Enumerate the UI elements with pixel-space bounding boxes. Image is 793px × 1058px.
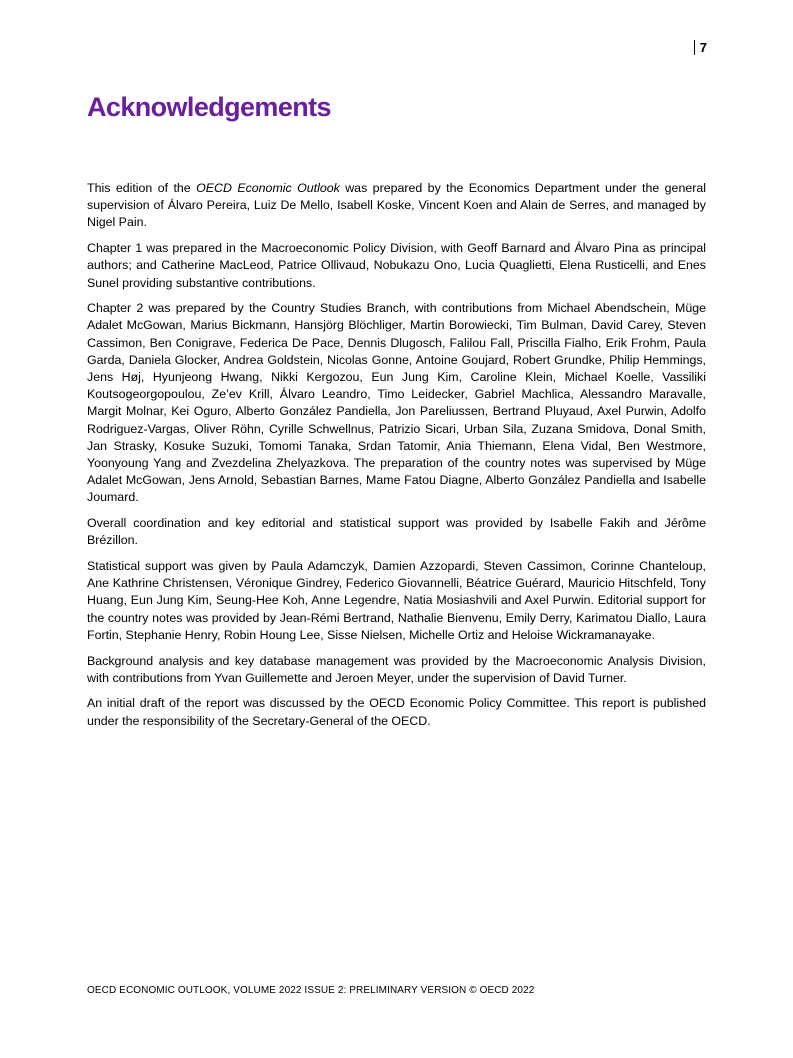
page-number: 7 xyxy=(694,40,707,55)
paragraph-chapter-2: Chapter 2 was prepared by the Country Studies Branch, with contributions from Michael Abendschein, Müge Adalet McGowan, Marius Bickmann, Hansjörg Blöchliger, Martin Borowiecki, Tim Bulman, David Carey, Steven Cassimon, Ben Conigrave, Federica De Pace, Dennis Dlugosch, Falilou Fall, Priscilla Fialho, Erik Frohm, Paula Garda, Daniela Glocker, Andrea Goldstein, Nicolas Gonne, Antoine Goujard, Robert Grundke, Philip Hemmings, Jens Høj, Hyunjeong Hwang, Nikki Kergozou, Eun Jung Kim, Caroline Klein, Michael Koelle, Vassiliki Koutsogeorgopoulou, Ze’ev Krill, Álvaro Leandro, Timo Leidecker, Gabriel Machlica, Alessandro Maravalle, Margit Molnar, Kei Oguro, Alberto González Pandiella, Jon Pareliussen, Bertrand Pluyaud, Axel Purwin, Adolfo Rodriguez-Vargas, Oliver Röhn, Cyrille Schwellnus, Patrizio Sicari, Urban Sila, Zuzana Smidova, Donal Smith, Jan Strasky, Kosuke Suzuki, Tomomi Tanaka, Srdan Tatomir, Ania Thiemann, Elena Vidal, Ben Westmore, Yoonyoung Yang and Zvezdelina Zhelyazkova. The preparation of the country notes was supervised by Müge Adalet McGowan, Jens Arnold, Sebastian Barnes, Mame Fatou Diagne, Alberto González Pandiella and Isabelle Joumard. xyxy=(87,301,706,505)
paragraph-background-analysis: Background analysis and key database management was provided by the Macroeconomic Analysis Division, with contributions from Yvan Guillemette and Jeroen Meyer, under the supervision of David Turner. xyxy=(87,653,706,685)
paragraph-edition-rest: was prepared by the Economics Department under the general supervision of Álvaro Pereira, Luiz De Mello, Isabell Koske, Vincent Koen and Alain de Serres, and managed by Nigel Pain. xyxy=(87,181,707,230)
page-footer: OECD ECONOMIC OUTLOOK, VOLUME 2022 ISSUE 2: PRELIMINARY VERSION © OECD 2022 xyxy=(87,985,535,996)
acknowledgements-body xyxy=(87,180,706,738)
paragraph-coordination: Overall coordination and key editorial and statistical support was provided by Isabelle Fakih and Jérôme Brézillon. xyxy=(87,516,706,548)
paragraph-edition-lead: This edition of the xyxy=(87,181,197,195)
paragraph-chapter-1: Chapter 1 was prepared in the Macroeconomic Policy Division, with Geoff Barnard and Álvaro Pina as principal authors; and Catherine MacLeod, Patrice Ollivaud, Nobukazu Ono, Lucia Quaglietti, Elena Rusticelli, and Enes Sunel providing substantive contributions. xyxy=(87,241,706,290)
page-title: Acknowledgements xyxy=(87,92,331,122)
paragraph-initial-draft: An initial draft of the report was discussed by the OECD Economic Policy Committee. This report is published under the responsibility of the Secretary-General of the OECD. xyxy=(87,696,706,728)
paragraph-edition xyxy=(87,180,706,232)
publication-title: OECD Economic Outlook xyxy=(196,181,340,195)
paragraph-statistical-support: Statistical support was given by Paula Adamczyk, Damien Azzopardi, Steven Cassimon, Corinne Chanteloup, Ane Kathrine Christensen, Véronique Gindrey, Federico Giovannelli, Béatrice Guérard, Mauricio Hitschfeld, Tony Huang, Eun Jung Kim, Seung-Hee Koh, Anne Legendre, Natia Mosiashvili and Axel Purwin. Editorial support for the country notes was provided by Jean-Rémi Bertrand, Nathalie Bienvenu, Emily Derry, Karimatou Diallo, Laura Fortin, Stephanie Henry, Robin Houng Lee, Sisse Nielsen, Michelle Ortiz and Heloise Wickramanayake. xyxy=(87,559,706,642)
